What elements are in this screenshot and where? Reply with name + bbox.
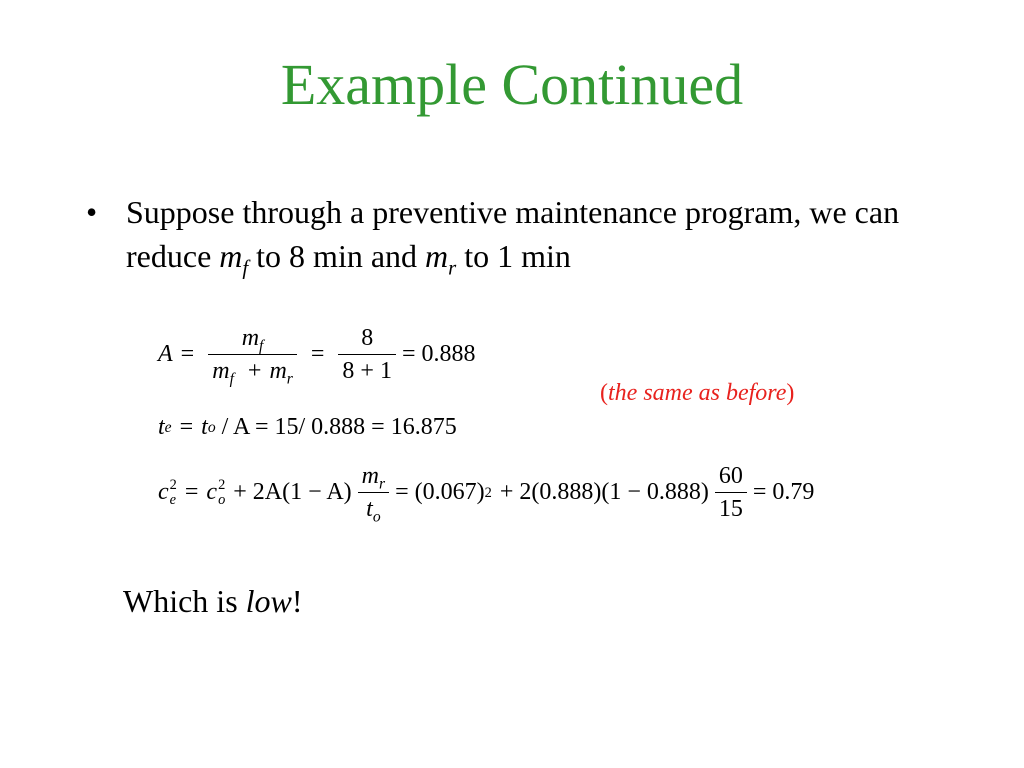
eq2-equals: = [179,414,194,440]
eq3-num-m: m [361,463,380,489]
eq1-den-m2: m [269,358,287,384]
eq1-den-plus: + [247,358,262,384]
eq3-mid2: + 2(0.888)(1 − 0.888) [499,479,709,505]
eq1-frac2-denominator: 8 + 1 [342,358,392,384]
eq3-result: = 0.79 [752,479,815,505]
eq3-frac-numerator [358,460,389,492]
conclusion-emph: low [245,583,292,619]
note-open-paren: ( [600,380,608,406]
eq3-frac-denominator [362,493,384,525]
eq2-t: t [158,414,165,440]
equation-effective-time [158,414,457,441]
conclusion-text [123,583,303,620]
eq1-fraction [208,322,297,387]
eq1-den-sub1: f [229,370,234,388]
mf-sub: f [242,256,249,280]
eq3-frac2-denominator: 15 [718,496,743,522]
eq3-c2-sup: 2 [218,477,226,494]
mr-symbol [425,238,457,280]
eq3-frac2-numerator: 60 [718,463,743,489]
eq3-eq2: = (0.067) [395,479,485,505]
mr-sub: r [448,256,457,280]
bullet-dot: • [86,194,98,230]
eq3-c-sub: e [169,491,177,508]
mf-symbol [219,238,249,280]
eq2-t2: t [201,414,208,440]
note-same-as-before [600,380,794,407]
equation-availability [158,322,476,387]
eq1-fraction-2 [338,322,396,387]
eq3-mid: + 2A(1 − A) [233,479,352,505]
bullet-text-part3: to 1 min [456,238,571,274]
eq3-c2-scripts [218,478,225,507]
eq1-lhs: A [158,341,173,367]
eq1-equals-2: = [310,341,325,367]
mr-m: m [425,238,449,274]
eq3-c-sup: 2 [169,477,177,494]
note-text: the same as before [608,380,787,406]
eq3-den-t: t [366,496,373,522]
eq1-frac-denominator [208,355,297,387]
eq2-t2-sub: o [207,418,216,436]
eq3-fraction-2 [715,460,747,525]
eq3-c2-sub: o [218,491,226,508]
eq1-num-m: m [241,325,260,351]
eq3-fraction [358,460,389,525]
eq1-frac2-numerator: 8 [361,325,374,351]
note-close-paren: ) [786,380,795,406]
equation-scv: c 2 e = c 2 o + 2A(1 − A) $\frac{m_r}{t_o}$ = (0.067) 2 + 2(0.888)(1 − 0.888) $\frac{60}{15}$ = 0.79 [158,460,814,525]
eq3-den-sub: o [372,508,381,526]
bullet-text-part1: Suppose through a preventive maintenance program, we can reduce [126,194,900,274]
conclusion-post: ! [291,583,303,619]
eq2-t-sub: e [164,418,172,436]
eq3-equals: = [184,479,199,505]
eq3-c2: c [206,479,218,505]
bullet-text [126,190,926,278]
mf-m: m [219,238,243,274]
conclusion-pre: Which is [123,583,246,619]
eq3-num-sub: r [379,475,386,493]
eq1-den-sub2: r [286,370,293,388]
slide-title: Example Continued [280,52,744,117]
eq1-equals: = [180,341,195,367]
eq1-frac-numerator [238,322,268,354]
eq3-c-scripts [170,478,177,507]
eq1-den-m1: m [212,358,230,384]
eq1-result: = 0.888 [401,341,476,367]
bullet-text-part2: to 8 min and [248,238,426,274]
eq3-c: c [158,479,169,505]
eq1-num-sub: f [259,337,264,355]
eq2-rest: / A = 15/ 0.888 = 16.875 [221,414,457,440]
